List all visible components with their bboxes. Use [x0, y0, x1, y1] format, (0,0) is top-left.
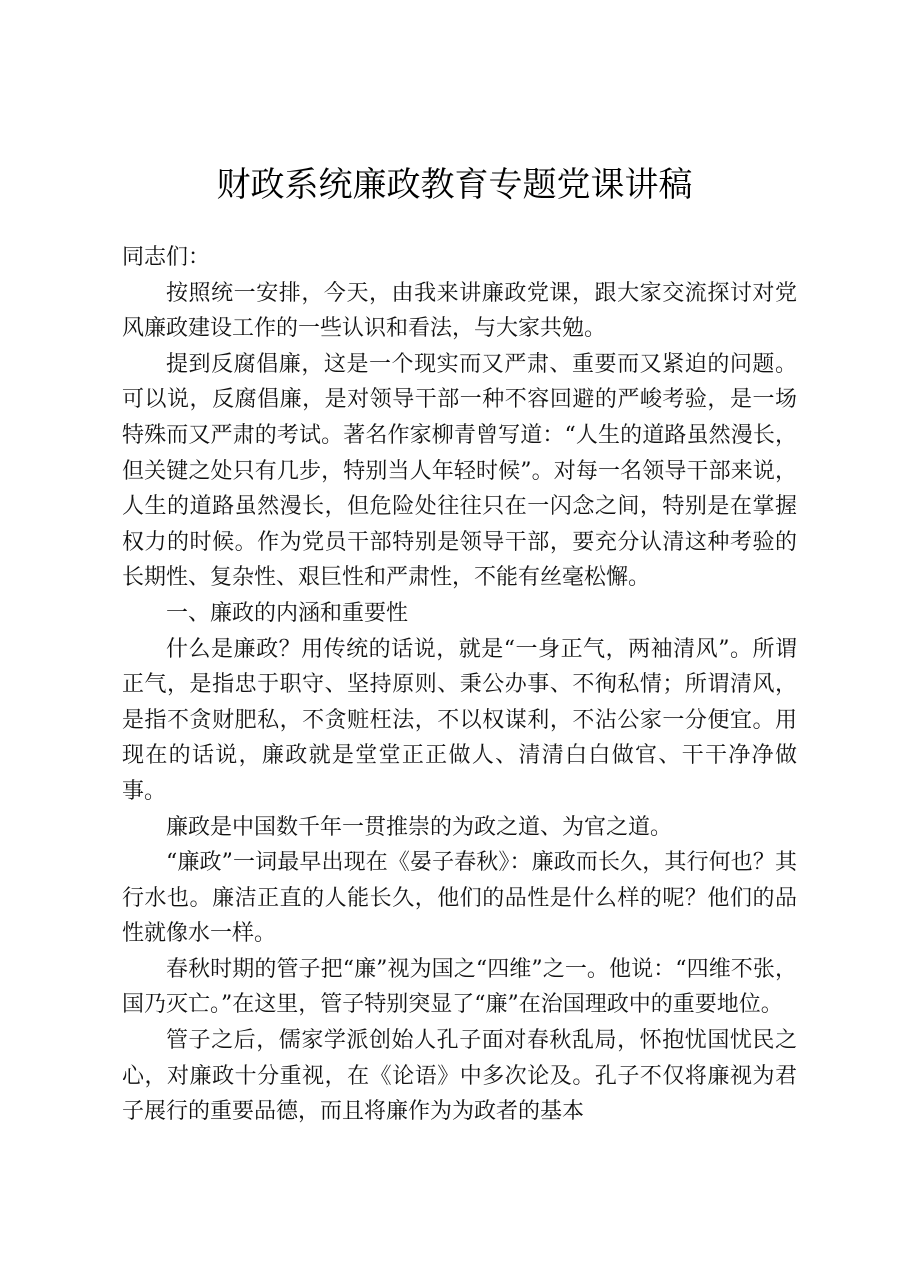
- paragraph-tradition: 廉政是中国数千年一贯推崇的为政之道、为官之道。: [166, 814, 673, 840]
- salutation: 同志们：: [122, 245, 211, 270]
- paragraph-yanzi: “廉政”一词最早出现在《晏子春秋》：廉政而长久，其行何也？其行水也。廉洁正直的人能长久，他们的品性是什么样的呢？他们的品性就像水一样。: [122, 850, 797, 947]
- document-body: [122, 240, 797, 1130]
- document-title: 财政系统廉政教育专题党课讲稿: [216, 165, 693, 205]
- paragraph-anti-corruption: 提到反腐倡廉，这是一个现实而又严肃、重要而又紧迫的问题。可以说，反腐倡廉，是对领导干部一种不容回避的严峻考验，是一场特殊而又严肃的考试。著名作家柳青曾写道：“人生的道路虽然漫长，但关键之处只有几步，特别当人年轻时候”。对每一名领导干部来说，人生的道路虽然漫长，但危险处往往只在一闪念之间，特别是在掌握权力的时候。作为党员干部特别是领导干部，要充分认清这种考验的长期性、复杂性、艰巨性和严肃性，不能有丝毫松懈。: [122, 351, 797, 591]
- paragraph-intro: 按照统一安排，今天，由我来讲廉政党课，跟大家交流探讨对党风廉政建设工作的一些认识和看法，与大家共勉。: [122, 280, 797, 342]
- paragraph-confucius: 管子之后，儒家学派创始人孔子面对春秋乱局，怀抱忧国忧民之心，对廉政十分重视，在《论语》中多次论及。孔子不仅将廉视为君子展行的重要品德，而且将廉作为为政者的基本: [122, 1028, 797, 1125]
- paragraph-guanzi: 春秋时期的管子把“廉”视为国之“四维”之一。他说：“四维不张，国乃灭亡。”在这里，管子特别突显了“廉”在治国理政中的重要地位。: [122, 956, 797, 1018]
- paragraph-definition: 什么是廉政？用传统的话说，就是“一身正气，两袖清风”。所谓正气，是指忠于职守、坚持原则、秉公办事、不徇私情；所谓清风，是指不贪财肥私，不贪赃枉法，不以权谋利，不沾公家一分便宜。用现在的话说，廉政就是堂堂正正做人、清清白白做官、干干净净做事。: [122, 636, 797, 804]
- section-heading: 一、廉政的内涵和重要性: [166, 600, 409, 626]
